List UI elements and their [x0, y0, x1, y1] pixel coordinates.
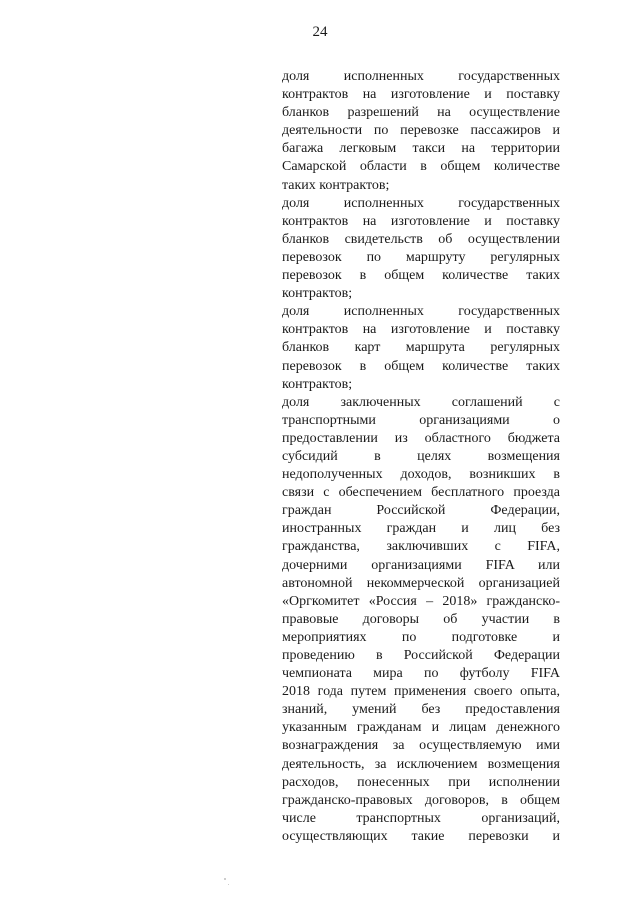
text-line: 2018 года путем применения своего опыта,	[282, 684, 560, 700]
text-line: «Оргкомитет «Россия – 2018» гражданско-	[282, 593, 560, 609]
scan-speck	[224, 878, 226, 880]
text-line: контрактов на изготовление и поставку	[282, 87, 560, 103]
text-line: деятельность, за исключением возмещения	[282, 756, 560, 772]
page-number: 24	[312, 24, 328, 40]
text-line: доля исполненных государственных	[282, 304, 560, 320]
text-line: проведению в Российской Федерации	[282, 648, 560, 663]
text-line: граждан Российской Федерации,	[282, 503, 560, 519]
text-line: контрактов на изготовление и поставку	[282, 213, 560, 229]
text-line: гражданско-правовых договоров, в общем	[282, 792, 560, 808]
text-line: указанным гражданам и лицам денежного	[282, 720, 560, 736]
scan-speck	[228, 884, 229, 885]
text-line: бланков карт маршрута регулярных	[282, 340, 560, 356]
text-line: транспортными организациями о	[282, 412, 560, 428]
text-line: доля исполненных государственных	[282, 69, 560, 84]
text-line: недополученных доходов, возникших в	[282, 467, 560, 483]
text-line: правовые договоры об участии в	[282, 611, 560, 627]
text-line: контрактов;	[282, 286, 353, 302]
text-line: мероприятиях по подготовке и	[282, 629, 560, 645]
text-line: числе транспортных организаций,	[282, 810, 560, 826]
text-line: таких контрактов;	[282, 177, 390, 193]
text-line: связи с обеспечением бесплатного проезда	[282, 485, 560, 501]
text-line: знаний, умений без предоставления	[282, 702, 560, 718]
text-line: перевозок по маршруту регулярных	[282, 249, 560, 265]
text-line: деятельности по перевозке пассажиров и	[282, 123, 560, 139]
text-line: перевозок в общем количестве таких	[282, 358, 560, 374]
text-line: иностранных граждан и лиц без	[282, 521, 560, 537]
text-line: бланков свидетельств об осуществлении	[282, 231, 560, 247]
text-line: субсидий в целях возмещения	[282, 448, 560, 464]
text-line: контрактов на изготовление и поставку	[282, 322, 560, 338]
text-line: контрактов;	[282, 376, 353, 392]
text-line: доля исполненных государственных	[282, 195, 560, 211]
text-line: дочерними организациями FIFA или	[282, 557, 560, 573]
text-line: автономной некоммерческой организацией	[282, 575, 560, 591]
text-line: осуществляющих такие перевозки и	[282, 828, 560, 844]
text-line: перевозок в общем количестве таких	[282, 268, 560, 284]
text-line: бланков разрешений на осуществление	[282, 105, 560, 121]
text-line: чемпионата мира по футболу FIFA	[282, 666, 560, 682]
text-line: доля заключенных соглашений с	[282, 394, 560, 410]
text-line: предоставлении из областного бюджета	[282, 430, 560, 446]
document-body-text	[282, 68, 560, 846]
text-line: расходов, понесенных при исполнении	[282, 774, 560, 790]
text-line: вознаграждения за осуществляемую ими	[282, 738, 560, 754]
text-line: Самарской области в общем количестве	[282, 159, 560, 175]
text-line: багажа легковым такси на территории	[282, 141, 560, 157]
text-line: гражданства, заключивших с FIFA,	[282, 539, 560, 555]
